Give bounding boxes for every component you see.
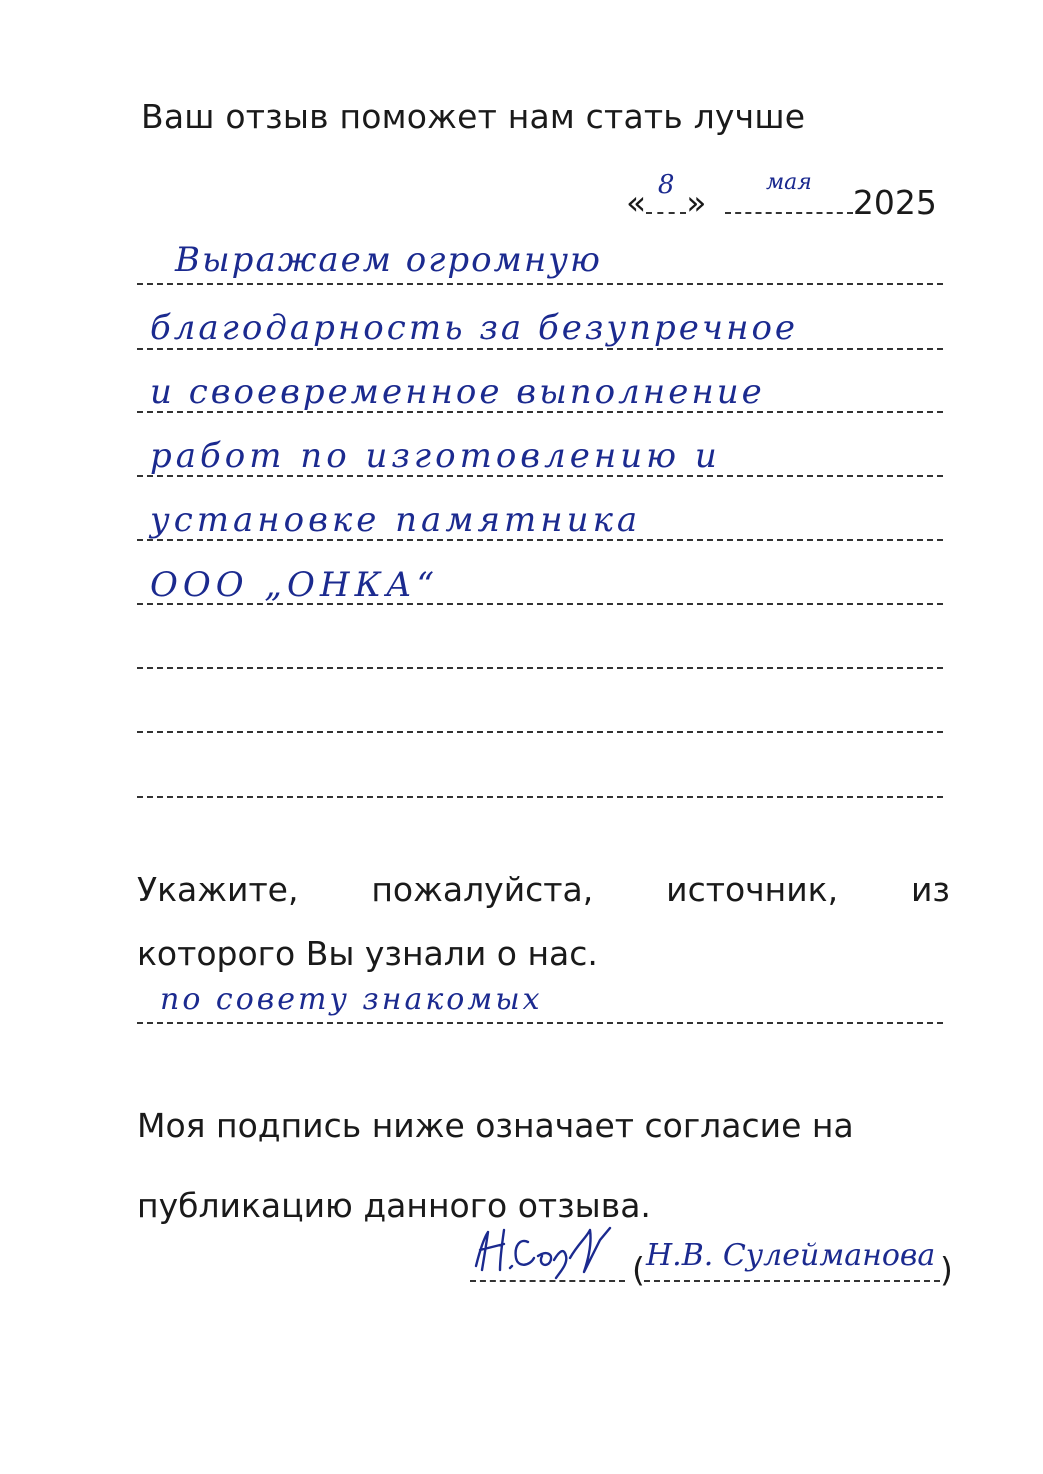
consent-line1: Моя подпись ниже означает согласие на — [137, 1106, 854, 1145]
signature-name-field[interactable] — [644, 1280, 940, 1282]
review-handwritten-line: ООО „ОНКА“ — [150, 565, 440, 605]
signature-paren-close: ) — [940, 1250, 953, 1289]
date-day-field[interactable] — [646, 170, 686, 214]
source-answer-handwritten: по совету знакомых — [160, 982, 543, 1017]
source-question — [137, 858, 950, 986]
signature-row — [470, 1220, 1030, 1290]
question-word: Укажите, — [137, 870, 299, 909]
date-close-quote: » — [686, 183, 707, 222]
date-row — [626, 170, 937, 222]
review-handwritten-line: работ по изготовлению и — [150, 436, 721, 476]
review-handwritten-line: и своевременное выполнение — [150, 372, 765, 412]
signature-name-handwritten: Н.В. Сулейманова — [646, 1238, 936, 1273]
question-word: из — [910, 870, 950, 909]
review-handwritten-line: установке памятника — [150, 500, 642, 540]
review-line[interactable] — [137, 348, 943, 350]
review-handwritten-line: благодарность за безупречное — [150, 308, 799, 348]
source-question-line1 — [137, 858, 950, 922]
source-answer-line[interactable] — [137, 1022, 943, 1024]
signature-paren-open: ( — [632, 1250, 645, 1289]
consent-line2: публикацию данного отзыва. — [137, 1186, 651, 1225]
review-line[interactable] — [137, 731, 943, 733]
review-line[interactable] — [137, 667, 943, 669]
review-handwritten-line: Выражаем огромную — [175, 240, 602, 280]
date-month-value: мая — [765, 170, 812, 195]
date-month-field[interactable] — [725, 170, 853, 214]
question-word: пожалуйста, — [371, 870, 594, 909]
review-line[interactable] — [137, 796, 943, 798]
date-open-quote: « — [626, 183, 647, 222]
date-day-value: 8 — [657, 170, 675, 200]
handwritten-signature — [470, 1220, 620, 1282]
review-line[interactable] — [137, 283, 943, 285]
source-question-line2: которого Вы узнали о нас. — [137, 934, 598, 973]
date-year: 2025 — [852, 183, 937, 222]
form-title: Ваш отзыв поможет нам стать лучше — [141, 97, 806, 136]
question-word: источник, — [666, 870, 839, 909]
